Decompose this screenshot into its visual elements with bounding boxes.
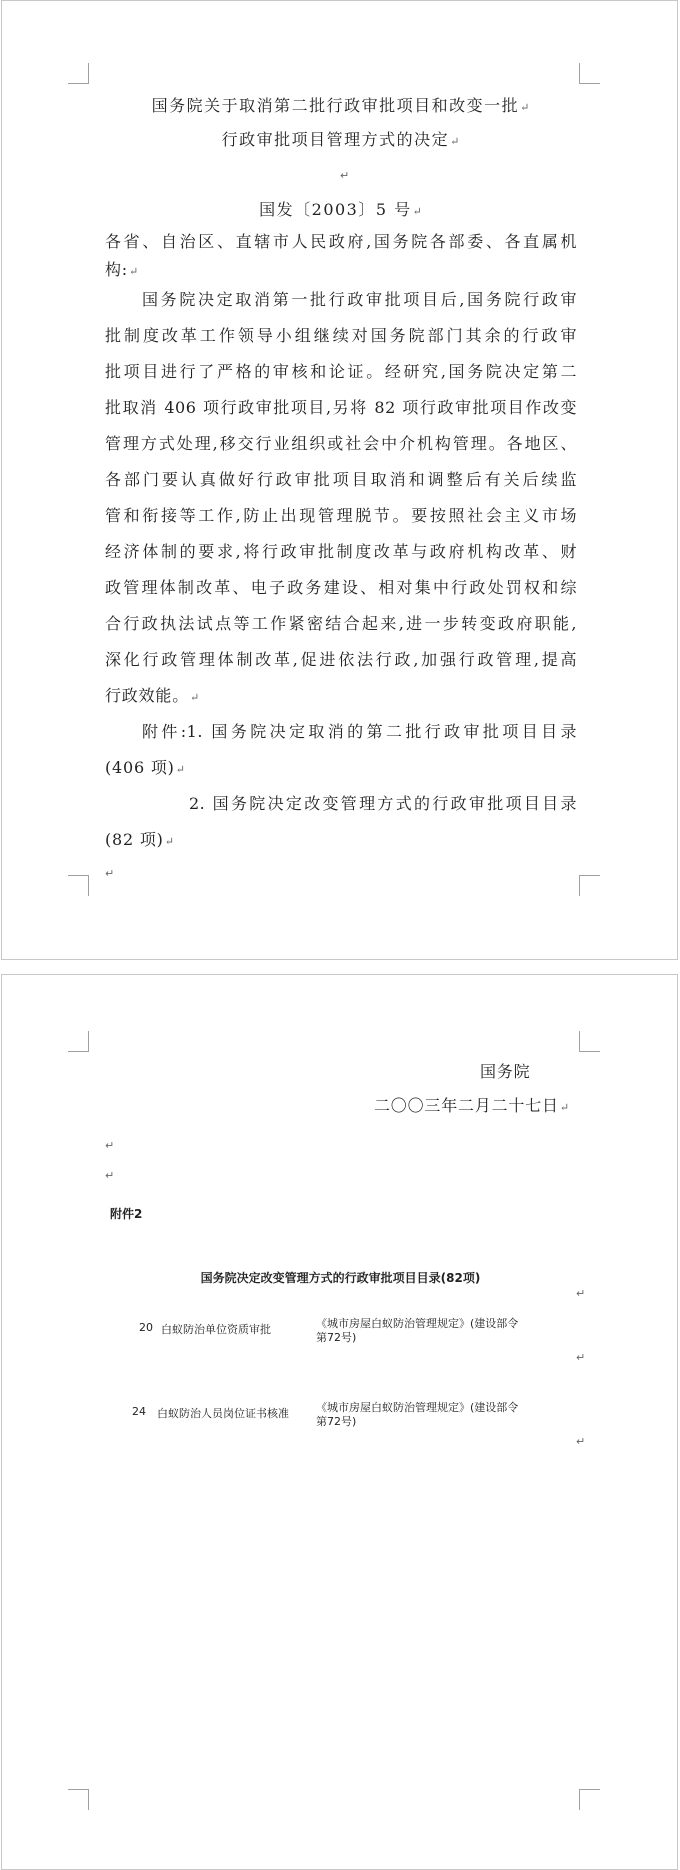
page-gap [0, 960, 680, 974]
body-line-6: 各部门要认真做好行政审批项目取消和调整后有关后续监 [105, 470, 577, 489]
body-line-11: 深化行政管理体制改革,促进依法行政,加强行政管理,提高 [105, 650, 577, 669]
empty-paragraph-mark: ↵ [105, 867, 115, 880]
body-line-7: 管和衔接等工作,防止出现管理脱节。要按照社会主义市场 [105, 506, 577, 525]
addressee-line-1: 各省、自治区、直辖市人民政府,国务院各部委、各直属机 [105, 232, 577, 251]
body-line-8: 经济体制的要求,将行政审批制度改革与政府机构改革、财 [105, 542, 577, 561]
body-line-3: 批项目进行了严格的审核和论证。经研究,国务院决定第二 [105, 362, 577, 381]
empty-paragraph-mark: ↵ [576, 1287, 586, 1300]
attachment-line-1-cont: (406 项)↵ [105, 758, 185, 777]
table-row-basis-cont: 第72号) [316, 1331, 357, 1344]
crop-mark-bottom-left [68, 875, 89, 896]
document-page-1 [1, 0, 678, 960]
signature-org: 国务院 [480, 1062, 531, 1081]
table-row-basis: 《城市房屋白蚁防治管理规定》(建设部令 [316, 1401, 519, 1414]
body-line-9: 政管理体制改革、电子政务建设、相对集中行政处罚权和综 [105, 578, 577, 597]
annex-title: 国务院决定改变管理方式的行政审批项目目录(82项) [200, 1271, 481, 1285]
crop-mark-top-left [68, 63, 89, 84]
body-line-1: 国务院决定取消第一批行政审批项目后,国务院行政审 [142, 290, 577, 309]
empty-paragraph-mark: ↵ [105, 1139, 115, 1152]
document-page-2 [1, 974, 678, 1870]
empty-paragraph-mark: ↵ [576, 1351, 586, 1364]
table-row-basis: 《城市房屋白蚁防治管理规定》(建设部令 [316, 1317, 519, 1330]
body-line-10: 合行政执法试点等工作紧密结合起来,进一步转变政府职能, [105, 614, 577, 633]
empty-paragraph-mark: ↵ [105, 1169, 115, 1182]
addressee-line-2: 构:↵ [105, 260, 139, 279]
body-line-4: 批取消 406 项行政审批项目,另将 82 项行政审批项目作改变 [105, 398, 577, 417]
crop-mark-bottom-left [68, 1789, 89, 1810]
body-line-12: 行政效能。↵ [105, 686, 200, 705]
crop-mark-bottom-right [579, 1789, 600, 1810]
empty-paragraph-mark: ↵ [576, 1435, 586, 1448]
table-row-item: 白蚁防治人员岗位证书核准 [157, 1407, 289, 1420]
table-row-number: 24 [132, 1405, 146, 1418]
crop-mark-top-right [579, 63, 600, 84]
body-line-2: 批制度改革工作领导小组继续对国务院部门其余的行政审 [105, 326, 577, 345]
table-row-item: 白蚁防治单位资质审批 [161, 1323, 271, 1336]
signature-date: 二〇〇三年二月二十七日↵ [374, 1096, 570, 1115]
empty-paragraph-mark: ↵ [340, 169, 350, 182]
attachment-line-1: 附件:1. 国务院决定取消的第二批行政审批项目目录 [142, 722, 577, 741]
attachment-line-2-cont: (82 项)↵ [105, 830, 174, 849]
crop-mark-top-left [68, 1031, 89, 1052]
table-row-number: 20 [139, 1321, 153, 1334]
body-line-5: 管理方式处理,移交行业组织或社会中介机构管理。各地区、 [105, 434, 577, 453]
document-title-line-2: 行政审批项目管理方式的决定↵ [221, 130, 460, 149]
crop-mark-bottom-right [579, 875, 600, 896]
annex-label: 附件2 [110, 1207, 143, 1221]
table-row-basis-cont: 第72号) [316, 1415, 357, 1428]
attachment-line-2: 2. 国务院决定改变管理方式的行政审批项目目录 [189, 794, 577, 813]
document-number: 国发〔2003〕5 号↵ [259, 200, 422, 219]
document-title-line-1: 国务院关于取消第二批行政审批项目和改变一批↵ [151, 96, 530, 115]
crop-mark-top-right [579, 1031, 600, 1052]
